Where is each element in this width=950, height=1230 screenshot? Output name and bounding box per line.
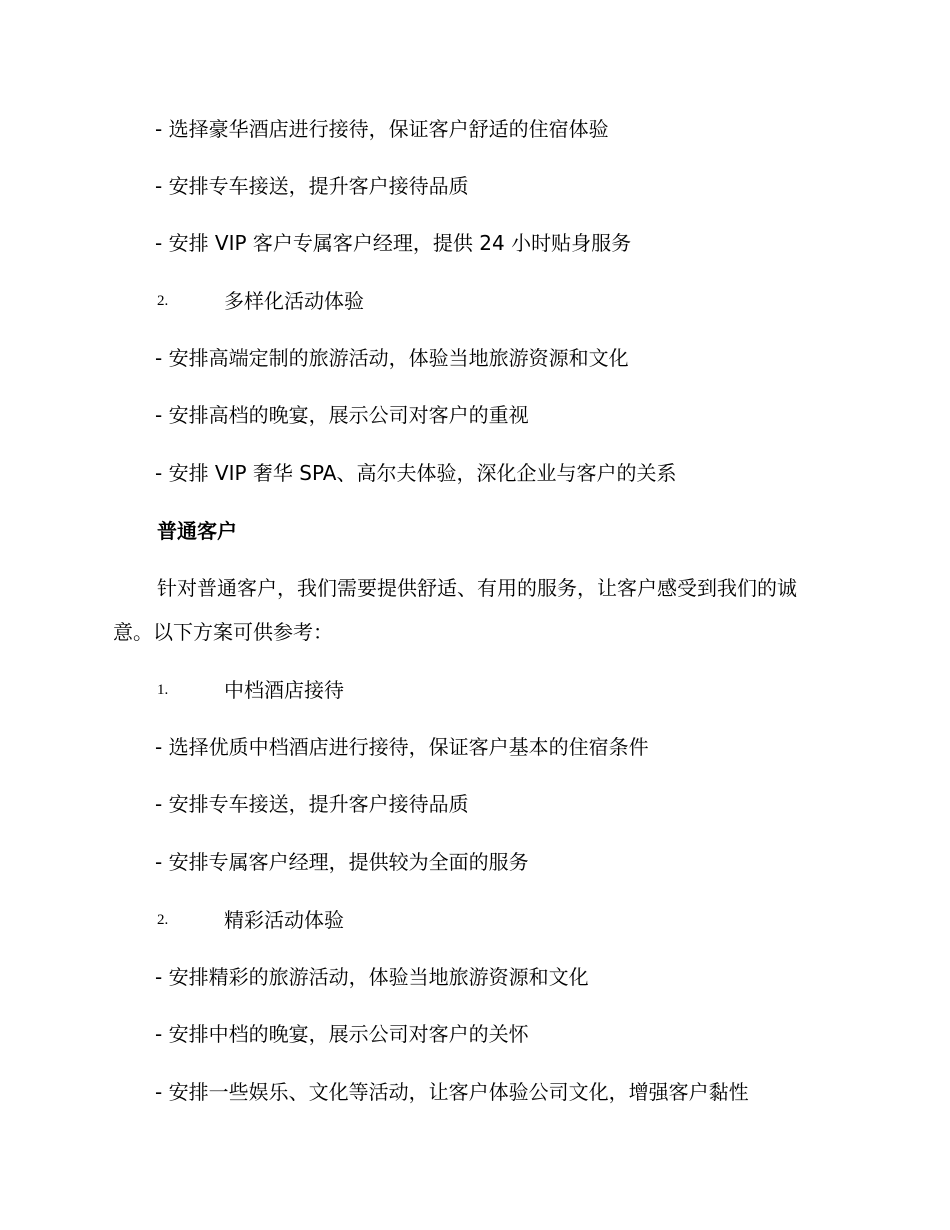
list-item-title: 中档酒店接待 [224, 678, 344, 702]
bullet-culture-activities: - 安排一些娱乐、文化等活动，让客户体验公司文化，增强客户黏性 [155, 1080, 749, 1104]
list-item-title: 多样化活动体验 [224, 289, 364, 313]
bullet-account-manager: - 安排专属客户经理，提供较为全面的服务 [155, 850, 529, 874]
list-item-title: 精彩活动体验 [224, 908, 344, 932]
bullet-tour-activities: - 安排精彩的旅游活动，体验当地旅游资源和文化 [155, 965, 589, 989]
list-number: 2. [157, 912, 169, 928]
bullet-custom-tour: - 安排高端定制的旅游活动，体验当地旅游资源和文化 [155, 346, 629, 370]
bullet-car-service: - 安排专车接送，提升客户接待品质 [155, 174, 469, 198]
list-number: 1. [157, 682, 169, 698]
bullet-vip-manager: - 安排 VIP 客户专属客户经理，提供 24 小时贴身服务 [155, 231, 632, 255]
bullet-car-service: - 安排专车接送，提升客户接待品质 [155, 792, 469, 816]
bullet-midrange-hotel: - 选择优质中档酒店进行接待，保证客户基本的住宿条件 [155, 735, 649, 759]
section-heading: 普通客户 [157, 519, 237, 543]
intro-paragraph: 针对普通客户，我们需要提供舒适、有用的服务，让客户感受到我们的诚意。以下方案可供参考： [113, 576, 797, 644]
bullet-midrange-dinner: - 安排中档的晚宴，展示公司对客户的关怀 [155, 1022, 529, 1046]
bullet-luxury-hotel: - 选择豪华酒店进行接待，保证客户舒适的住宿体验 [155, 117, 609, 141]
list-number: 2. [157, 293, 169, 309]
bullet-premium-dinner: - 安排高档的晚宴，展示公司对客户的重视 [155, 403, 529, 427]
bullet-spa-golf: - 安排 VIP 奢华 SPA、高尔夫体验，深化企业与客户的关系 [155, 461, 677, 485]
